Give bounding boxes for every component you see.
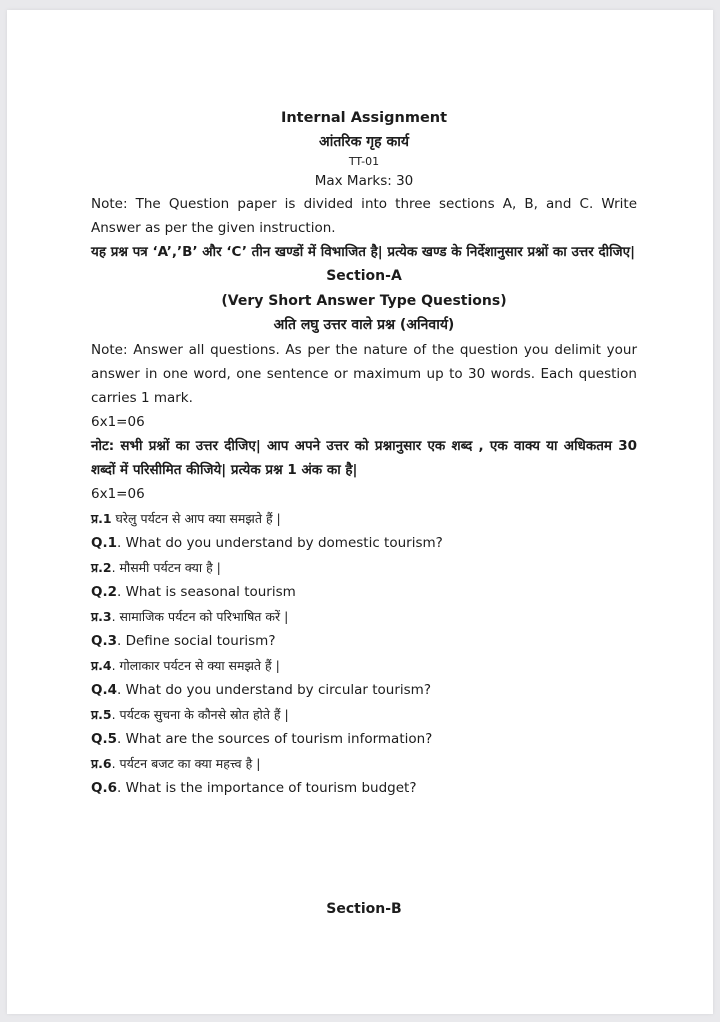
question-number-hindi: प्र.6 <box>91 755 112 771</box>
max-marks: Max Marks: 30 <box>314 173 414 189</box>
general-note-english: Note: The Question paper is divided into three sections A, B, and C. Write Answer as per the given instruction. <box>91 196 637 236</box>
question-text-english: . What is the importance of tourism budget? <box>117 780 417 796</box>
question-number-hindi: प्र.3 <box>91 608 112 624</box>
section-a-marks-hindi: 6x1=06 <box>91 486 145 502</box>
question-hindi <box>91 752 637 777</box>
question-text-english: . What do you understand by domestic tourism? <box>117 535 443 551</box>
question-number-english: Q.3 <box>91 633 117 649</box>
question-number-hindi: प्र.2 <box>91 559 112 575</box>
question-english <box>91 629 637 654</box>
question-text-hindi: घरेलु पर्यटन से आप क्या समझते हैं | <box>111 510 281 526</box>
question-text-english: . What do you understand by circular tourism? <box>117 682 431 698</box>
question-hindi <box>91 654 637 679</box>
question-english <box>91 678 637 703</box>
question-text-hindi: . पर्यटन बजट का क्या महत्त्व है | <box>111 755 261 771</box>
question-text-english: . Define social tourism? <box>117 633 276 649</box>
document-content <box>91 106 637 917</box>
question-text-english: . What are the sources of tourism information? <box>117 731 433 747</box>
section-a-note-hindi: नोट: सभी प्रश्नों का उत्तर दीजिए| आप अपने उत्तर को प्रश्नानुसार एक शब्द , एक वाक्य या अधिकतम 30 शब्दों में परिसीमित कीजिये| प्रत्येक प्रश्न 1 अंक का है| <box>91 438 637 478</box>
question-list <box>91 507 637 801</box>
question-number-hindi: प्र.5 <box>91 706 112 722</box>
question-hindi <box>91 507 637 532</box>
section-a-heading: Section-A <box>326 268 402 284</box>
section-b-heading: Section-B <box>326 901 402 917</box>
question-number-english: Q.4 <box>91 682 117 698</box>
question-text-hindi: . मौसमी पर्यटन क्या है | <box>111 559 221 575</box>
question-number-hindi: प्र.1 <box>91 510 112 526</box>
question-english <box>91 727 637 752</box>
question-english <box>91 531 637 556</box>
question-number-english: Q.5 <box>91 731 117 747</box>
question-hindi <box>91 556 637 581</box>
question-text-hindi: . सामाजिक पर्यटन को परिभाषित करें | <box>111 608 289 624</box>
title-hindi: आंतरिक गृह कार्य <box>319 134 409 150</box>
question-hindi <box>91 605 637 630</box>
course-code: TT-01 <box>348 155 380 168</box>
question-number-english: Q.1 <box>91 535 117 551</box>
question-text-hindi: . पर्यटक सुचना के कौनसे स्रोत होते हैं | <box>111 706 289 722</box>
document-page <box>7 10 713 1014</box>
question-number-english: Q.2 <box>91 584 117 600</box>
question-english <box>91 580 637 605</box>
question-text-hindi: . गोलाकार पर्यटन से क्या समझते हैं | <box>111 657 280 673</box>
title-english: Internal Assignment <box>280 110 448 126</box>
general-note-hindi: यह प्रश्न पत्र ‘A’,’B’ और ‘C’ तीन खण्डों में विभाजित है| प्रत्येक खण्ड के निर्देशानुसार प्रश्नों का उत्तर दीजिए| <box>91 244 636 260</box>
question-english <box>91 776 637 801</box>
question-text-english: . What is seasonal tourism <box>117 584 296 600</box>
section-a-note-english: Note: Answer all questions. As per the nature of the question you delimit your answer in one word, one sentence or maximum up to 30 words. Each question carries 1 mark. <box>91 341 637 406</box>
question-number-english: Q.6 <box>91 780 117 796</box>
section-a-subheading-hindi: अति लघु उत्तर वाले प्रश्न (अनिवार्य) <box>273 317 455 333</box>
question-hindi <box>91 703 637 728</box>
section-a-marks-english: 6x1=06 <box>91 413 145 430</box>
section-a-subheading-english: (Very Short Answer Type Questions) <box>221 292 507 309</box>
question-number-hindi: प्र.4 <box>91 657 112 673</box>
